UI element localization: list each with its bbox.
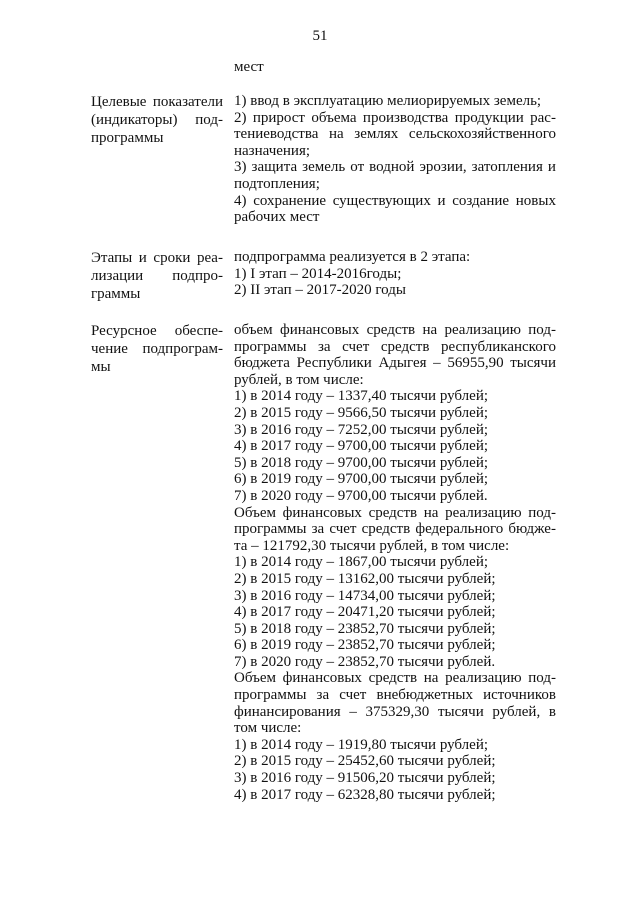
- text-fragment: 4): [234, 192, 247, 209]
- text-fragment: программы: [91, 130, 164, 147]
- text-fragment: средств: [380, 338, 430, 355]
- text-line: [234, 355, 556, 372]
- text-fragment: сохранение: [253, 192, 327, 209]
- text-fragment: 1) I этап – 2014-2016годы;: [234, 265, 402, 282]
- text-line: [234, 209, 556, 226]
- text-fragment: программы: [234, 687, 307, 704]
- text-fragment: 2): [234, 109, 247, 126]
- text-fragment: на: [422, 322, 438, 338]
- text-line: [234, 110, 556, 127]
- text-fragment: от: [350, 159, 365, 176]
- text-line: [91, 249, 223, 267]
- text-fragment: (индикаторы): [91, 112, 178, 129]
- text-fragment: водной: [369, 159, 415, 176]
- text-line: [234, 176, 556, 193]
- text-fragment: и: [547, 159, 556, 176]
- text-fragment: 4) в 2017 году – 9700,00 тысячи рублей;: [234, 438, 489, 455]
- text-fragment: на: [328, 126, 344, 143]
- text-line: [91, 129, 223, 147]
- text-line: [234, 438, 556, 455]
- text-fragment: 4) в 2017 году – 20471,20 тысячи рублей;: [234, 604, 496, 621]
- text-fragment: мы: [91, 359, 111, 376]
- text-fragment: тысячи: [437, 703, 484, 720]
- text-fragment: под-: [195, 112, 223, 129]
- text-line: [234, 193, 556, 210]
- text-fragment: затопления: [471, 159, 543, 176]
- text-fragment: назначения;: [234, 142, 311, 159]
- text-line: [234, 687, 556, 704]
- text-fragment: 1) ввод в эксплуатацию мелиорируемых земель;: [234, 93, 542, 109]
- text-fragment: Адыгея: [378, 355, 427, 372]
- text-line: [91, 358, 223, 376]
- text-line: [91, 267, 223, 285]
- text-fragment: рас-: [530, 109, 556, 126]
- text-line: [234, 670, 556, 687]
- text-fragment: показатели: [152, 94, 223, 110]
- text-fragment: Целевые: [91, 94, 147, 110]
- text-line: [234, 770, 556, 787]
- text-line: [234, 455, 556, 472]
- text-line: [234, 654, 556, 671]
- text-fragment: –: [433, 355, 441, 372]
- text-line: [91, 93, 223, 111]
- text-fragment: бюдже-: [508, 521, 556, 538]
- text-fragment: средств: [368, 670, 418, 687]
- text-fragment: 3) в 2016 году – 91506,20 тысячи рублей;: [234, 770, 496, 787]
- text-fragment: та – 121792,30 тысячи рублей, в том числе:: [234, 537, 510, 554]
- text-line: [234, 488, 556, 505]
- text-fragment: финансовых: [282, 504, 362, 521]
- text-fragment: –: [349, 703, 357, 720]
- text-fragment: рублей, в том числе:: [234, 371, 364, 388]
- text-line: [234, 143, 556, 160]
- text-fragment: под-: [528, 322, 556, 338]
- text-line: [234, 737, 556, 754]
- text-fragment: программы: [234, 521, 307, 538]
- text-fragment: тысячи: [510, 355, 556, 372]
- text-fragment: Объем: [234, 670, 276, 687]
- text-fragment: подпрограмма реализуется в 2 этапа:: [234, 249, 471, 265]
- text-fragment: под-: [528, 504, 556, 521]
- text-fragment: внебюджетных: [376, 687, 473, 704]
- text-fragment: Объем: [234, 504, 276, 521]
- text-fragment: за: [316, 687, 330, 704]
- text-line: [234, 604, 556, 621]
- text-fragment: лизации: [91, 268, 144, 285]
- text-fragment: граммы: [91, 286, 141, 303]
- text-fragment: финансирования: [234, 703, 341, 720]
- text-fragment: в: [548, 703, 556, 720]
- text-fragment: республиканского: [440, 338, 556, 355]
- text-fragment: за: [317, 338, 331, 355]
- text-fragment: рублей,: [492, 703, 541, 720]
- text-fragment: новых: [515, 192, 556, 209]
- page-number: 51: [312, 28, 328, 44]
- text-line: [234, 159, 556, 176]
- text-fragment: производства: [362, 109, 449, 126]
- text-line: [234, 471, 556, 488]
- text-fragment: и: [138, 250, 147, 266]
- text-line: [91, 285, 223, 303]
- text-fragment: Ресурсное: [91, 323, 157, 339]
- text-fragment: 2) в 2015 году – 25452,60 тысячи рублей;: [234, 753, 496, 770]
- text-fragment: рабочих мест: [234, 209, 320, 226]
- text-fragment: том числе:: [234, 720, 302, 737]
- text-fragment: существующих: [332, 192, 431, 209]
- text-fragment: на: [423, 670, 439, 687]
- text-line: [234, 571, 556, 588]
- text-fragment: реализацию: [444, 322, 521, 338]
- row-value: [234, 322, 556, 803]
- text-fragment: 1) в 2014 году – 1919,80 тысячи рублей;: [234, 736, 489, 753]
- text-line: [234, 505, 556, 522]
- text-line: [234, 637, 556, 654]
- text-line: [234, 282, 556, 299]
- text-line: [234, 753, 556, 770]
- text-line: [234, 372, 556, 389]
- text-fragment: 3) в 2016 году – 7252,00 тысячи рублей;: [234, 421, 489, 438]
- text-fragment: чение: [91, 341, 128, 358]
- text-fragment: земель: [302, 159, 346, 176]
- text-fragment: защита: [251, 159, 298, 176]
- text-fragment: обеспе-: [174, 323, 223, 339]
- text-fragment: реализацию: [445, 670, 522, 687]
- text-fragment: 1) в 2014 году – 1337,40 тысячи рублей;: [234, 388, 489, 405]
- text-fragment: финансовых: [279, 322, 360, 338]
- text-fragment: 5) в 2018 году – 9700,00 тысячи рублей;: [234, 454, 489, 471]
- text-fragment: 375329,30: [365, 703, 430, 720]
- text-fragment: 56955,90: [447, 355, 504, 372]
- text-fragment: подтопления;: [234, 175, 320, 192]
- text-fragment: землях: [354, 126, 399, 143]
- text-fragment: Республики: [296, 355, 372, 372]
- text-fragment: источников: [483, 687, 556, 704]
- text-line: [234, 249, 556, 266]
- text-fragment: 6) в 2019 году – 23852,70 тысячи рублей;: [234, 637, 496, 654]
- text-fragment: счет: [342, 338, 370, 355]
- text-line: [91, 322, 223, 340]
- text-fragment: реа-: [196, 250, 223, 266]
- text-fragment: эрозии,: [419, 159, 467, 176]
- text-fragment: 4) в 2017 году – 62328,80 тысячи рублей;: [234, 786, 496, 803]
- continuation-text: мест: [234, 59, 264, 75]
- text-fragment: продукции: [454, 109, 524, 126]
- text-fragment: счет: [329, 521, 357, 538]
- text-line: [234, 322, 556, 339]
- text-fragment: объема: [311, 109, 357, 126]
- text-line: [234, 126, 556, 143]
- text-fragment: на: [423, 504, 439, 521]
- text-fragment: подпрограм-: [142, 341, 223, 358]
- text-line: [234, 787, 556, 804]
- text-line: [234, 538, 556, 555]
- text-fragment: 2) в 2015 году – 9566,50 тысячи рублей;: [234, 404, 489, 421]
- text-fragment: реализацию: [445, 504, 522, 521]
- text-fragment: счет: [339, 687, 367, 704]
- text-line: [234, 621, 556, 638]
- text-fragment: 3): [234, 159, 247, 176]
- text-fragment: 7) в 2020 году – 9700,00 тысячи рублей.: [234, 487, 488, 504]
- text-line: [234, 266, 556, 283]
- text-line: [234, 588, 556, 605]
- text-line: [234, 704, 556, 721]
- text-fragment: средств: [366, 322, 416, 338]
- text-fragment: прирост: [252, 109, 305, 126]
- row-label: [91, 93, 223, 148]
- text-line: [234, 521, 556, 538]
- text-fragment: средств: [361, 521, 411, 538]
- text-fragment: 5) в 2018 году – 23852,70 тысячи рублей;: [234, 620, 496, 637]
- text-fragment: федерального: [415, 521, 504, 538]
- text-line: [234, 405, 556, 422]
- text-fragment: сельскохозяйственного: [408, 126, 556, 143]
- text-fragment: за: [311, 521, 325, 538]
- text-fragment: 6) в 2019 году – 9700,00 тысячи рублей;: [234, 471, 489, 488]
- row-label: [91, 322, 223, 377]
- text-fragment: 1) в 2014 году – 1867,00 тысячи рублей;: [234, 554, 489, 571]
- text-fragment: программы: [234, 338, 307, 355]
- text-fragment: 7) в 2020 году – 23852,70 тысячи рублей.: [234, 653, 496, 670]
- row-value: [234, 249, 556, 299]
- text-fragment: тениеводства: [234, 126, 319, 143]
- text-fragment: финансовых: [282, 670, 362, 687]
- text-fragment: под-: [528, 670, 556, 687]
- text-line: [234, 720, 556, 737]
- text-line: [234, 554, 556, 571]
- text-fragment: 2) II этап – 2017-2020 годы: [234, 282, 406, 299]
- text-line: [234, 388, 556, 405]
- text-fragment: сроки: [153, 250, 191, 266]
- text-fragment: бюджета: [234, 355, 290, 372]
- text-line: [234, 422, 556, 439]
- text-fragment: создание: [452, 192, 510, 209]
- text-fragment: средств: [368, 504, 418, 521]
- text-fragment: 3) в 2016 году – 14734,00 тысячи рублей;: [234, 587, 496, 604]
- text-fragment: 2) в 2015 году – 13162,00 тысячи рублей;: [234, 570, 496, 587]
- text-fragment: объем: [234, 322, 273, 338]
- row-label: [91, 249, 223, 304]
- text-fragment: подпро-: [172, 268, 223, 285]
- text-line: [91, 111, 223, 129]
- text-fragment: и: [437, 192, 446, 209]
- row-value: [234, 93, 556, 226]
- text-fragment: Этапы: [91, 250, 133, 266]
- text-line: [91, 340, 223, 358]
- text-line: [234, 93, 556, 110]
- text-line: [234, 339, 556, 356]
